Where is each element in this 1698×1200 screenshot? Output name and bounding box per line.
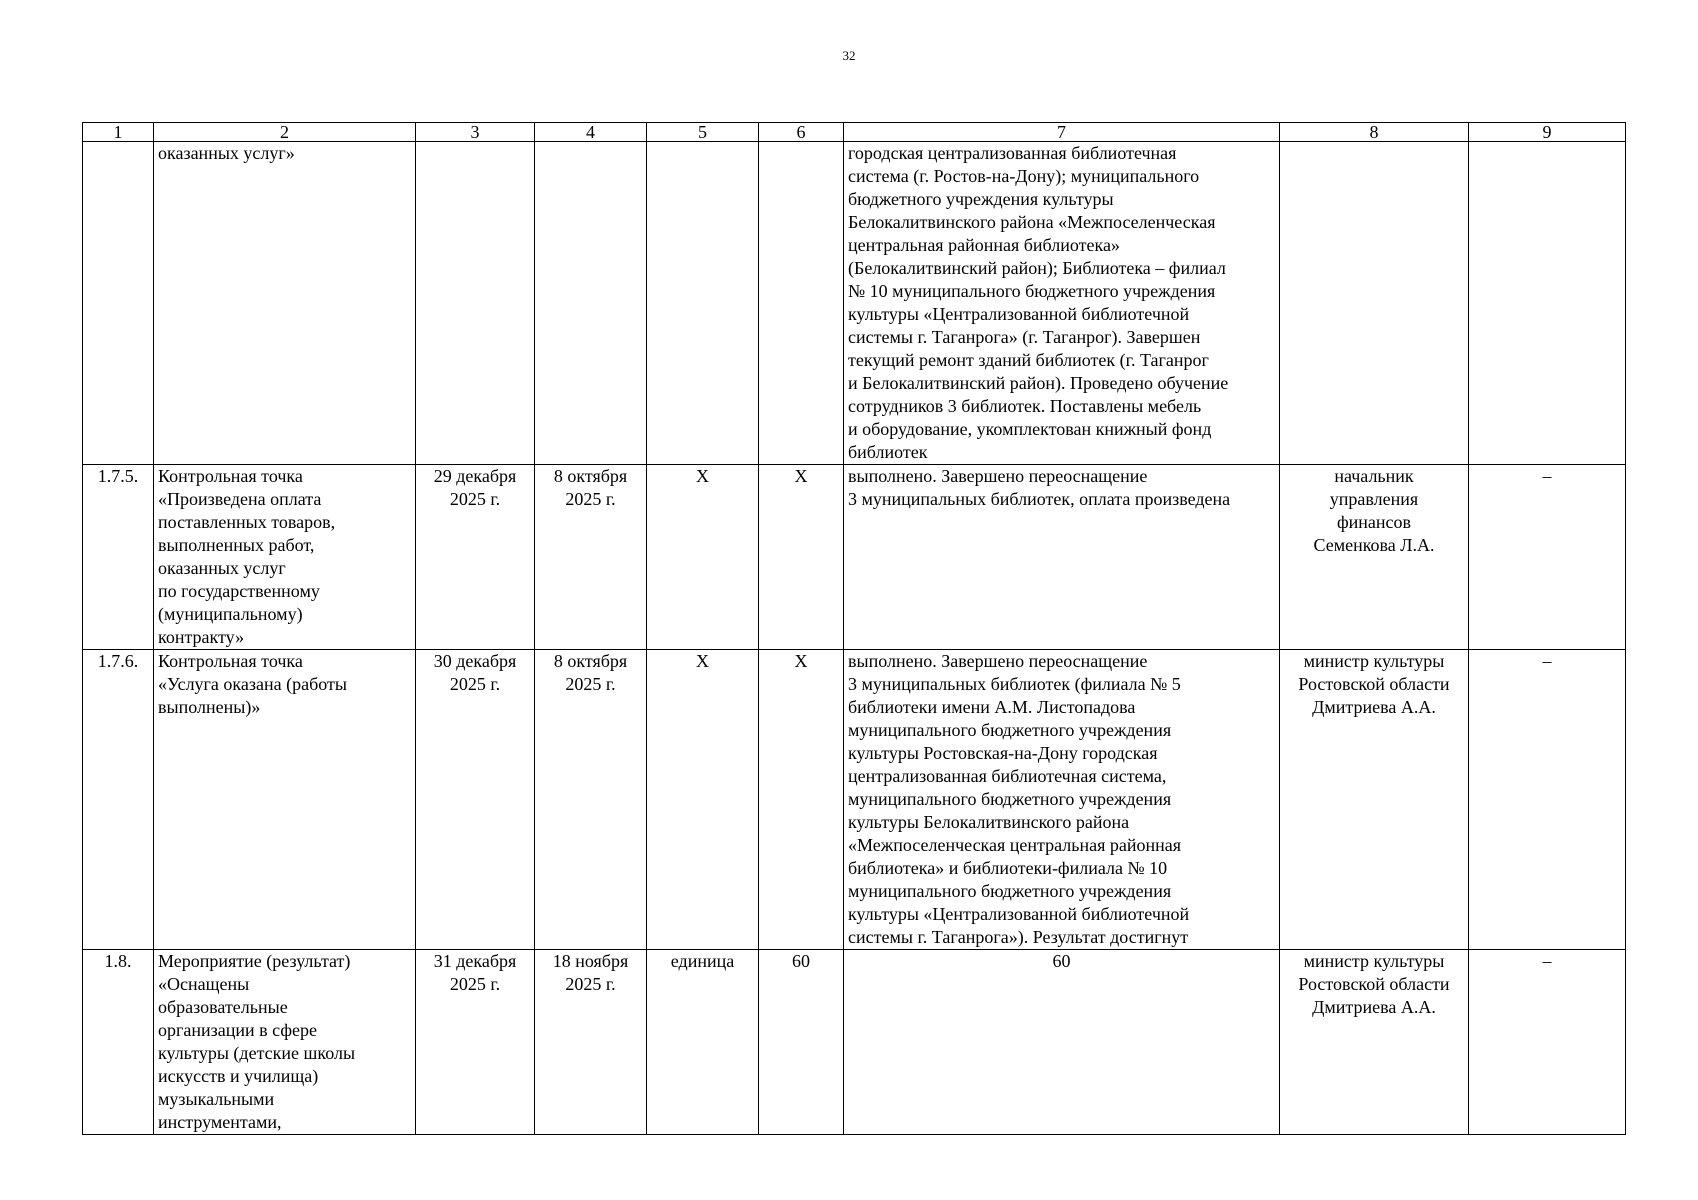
planned-value-cell: X xyxy=(759,650,844,950)
planned-date-cell xyxy=(416,142,535,465)
planned-date-cell: 29 декабря 2025 г. xyxy=(416,465,535,650)
planned-value-cell: X xyxy=(759,465,844,650)
actual-date-cell: 18 ноября 2025 г. xyxy=(535,950,647,1135)
item-name-cell: оказанных услуг» xyxy=(154,142,416,465)
note-cell: – xyxy=(1469,950,1626,1135)
responsible-cell xyxy=(1280,142,1469,465)
column-number-header: 5 xyxy=(647,123,759,142)
table-row xyxy=(83,142,1626,465)
planned-date-cell: 30 декабря 2025 г. xyxy=(416,650,535,950)
responsible-cell: министр культуры Ростовской области Дмитриева А.А. xyxy=(1280,950,1469,1135)
item-name-cell: Контрольная точка «Услуга оказана (работы выполнены)» xyxy=(154,650,416,950)
item-number-cell: 1.8. xyxy=(83,950,154,1135)
status-description-cell: выполнено. Завершено переоснащение 3 муниципальных библиотек, оплата произведена xyxy=(844,465,1280,650)
unit-cell xyxy=(647,142,759,465)
column-number-header: 1 xyxy=(83,123,154,142)
responsible-cell: начальник управления финансов Семенкова Л.А. xyxy=(1280,465,1469,650)
actual-date-cell: 8 октября 2025 г. xyxy=(535,650,647,950)
item-number-cell: 1.7.6. xyxy=(83,650,154,950)
planned-value-cell xyxy=(759,142,844,465)
item-name-cell: Мероприятие (результат) «Оснащены образовательные организации в сфере культуры (детские школы искусств и училища) музыкальными инструментами, xyxy=(154,950,416,1135)
column-number-header-row xyxy=(83,123,1626,142)
item-name-cell: Контрольная точка «Произведена оплата поставленных товаров, выполненных работ, оказанных услуг по государственному (муниципальному) контракту» xyxy=(154,465,416,650)
unit-cell: X xyxy=(647,465,759,650)
table-row xyxy=(83,465,1626,650)
column-number-header: 4 xyxy=(535,123,647,142)
table-row xyxy=(83,950,1626,1135)
column-number-header: 6 xyxy=(759,123,844,142)
item-number-cell: 1.7.5. xyxy=(83,465,154,650)
actual-date-cell xyxy=(535,142,647,465)
column-number-header: 7 xyxy=(844,123,1280,142)
planned-value-cell: 60 xyxy=(759,950,844,1135)
status-description-cell: 60 xyxy=(844,950,1280,1135)
planned-date-cell: 31 декабря 2025 г. xyxy=(416,950,535,1135)
item-number-cell xyxy=(83,142,154,465)
page-number: 32 xyxy=(842,48,856,63)
note-cell: – xyxy=(1469,650,1626,950)
unit-cell: X xyxy=(647,650,759,950)
status-description-cell: выполнено. Завершено переоснащение 3 муниципальных библиотек (филиала № 5 библиотеки имени А.М. Листопадова муниципального бюджетного учреждения культуры Ростовская-на-Дону городская централизованная библиотечная система, муниципального бюджетного учреждения культуры Белокалитвинского района «Межпоселенческая центральная районная библиотека» и библиотеки-филиала № 10 муниципального бюджетного учреждения культуры «Централизованной библиотечной системы г. Таганрога»). Результат достигнут xyxy=(844,650,1280,950)
report-table xyxy=(82,122,1626,1135)
note-cell xyxy=(1469,142,1626,465)
responsible-cell: министр культуры Ростовской области Дмитриева А.А. xyxy=(1280,650,1469,950)
column-number-header: 3 xyxy=(416,123,535,142)
status-description-cell: городская централизованная библиотечная система (г. Ростов-на-Дону); муниципального бюджетного учреждения культуры Белокалитвинского района «Межпоселенческая центральная районная библиотека» (Белокалитвинский район); Библиотека – филиал № 10 муниципального бюджетного учреждения культуры «Централизованной библиотечной системы г. Таганрога» (г. Таганрог). Завершен текущий ремонт зданий библиотек (г. Таганрог и Белокалитвинский район). Проведено обучение сотрудников 3 библиотек. Поставлены мебель и оборудование, укомплектован книжный фонд библиотек xyxy=(844,142,1280,465)
table-row xyxy=(83,650,1626,950)
actual-date-cell: 8 октября 2025 г. xyxy=(535,465,647,650)
note-cell: – xyxy=(1469,465,1626,650)
column-number-header: 9 xyxy=(1469,123,1626,142)
column-number-header: 8 xyxy=(1280,123,1469,142)
column-number-header: 2 xyxy=(154,123,416,142)
unit-cell: единица xyxy=(647,950,759,1135)
